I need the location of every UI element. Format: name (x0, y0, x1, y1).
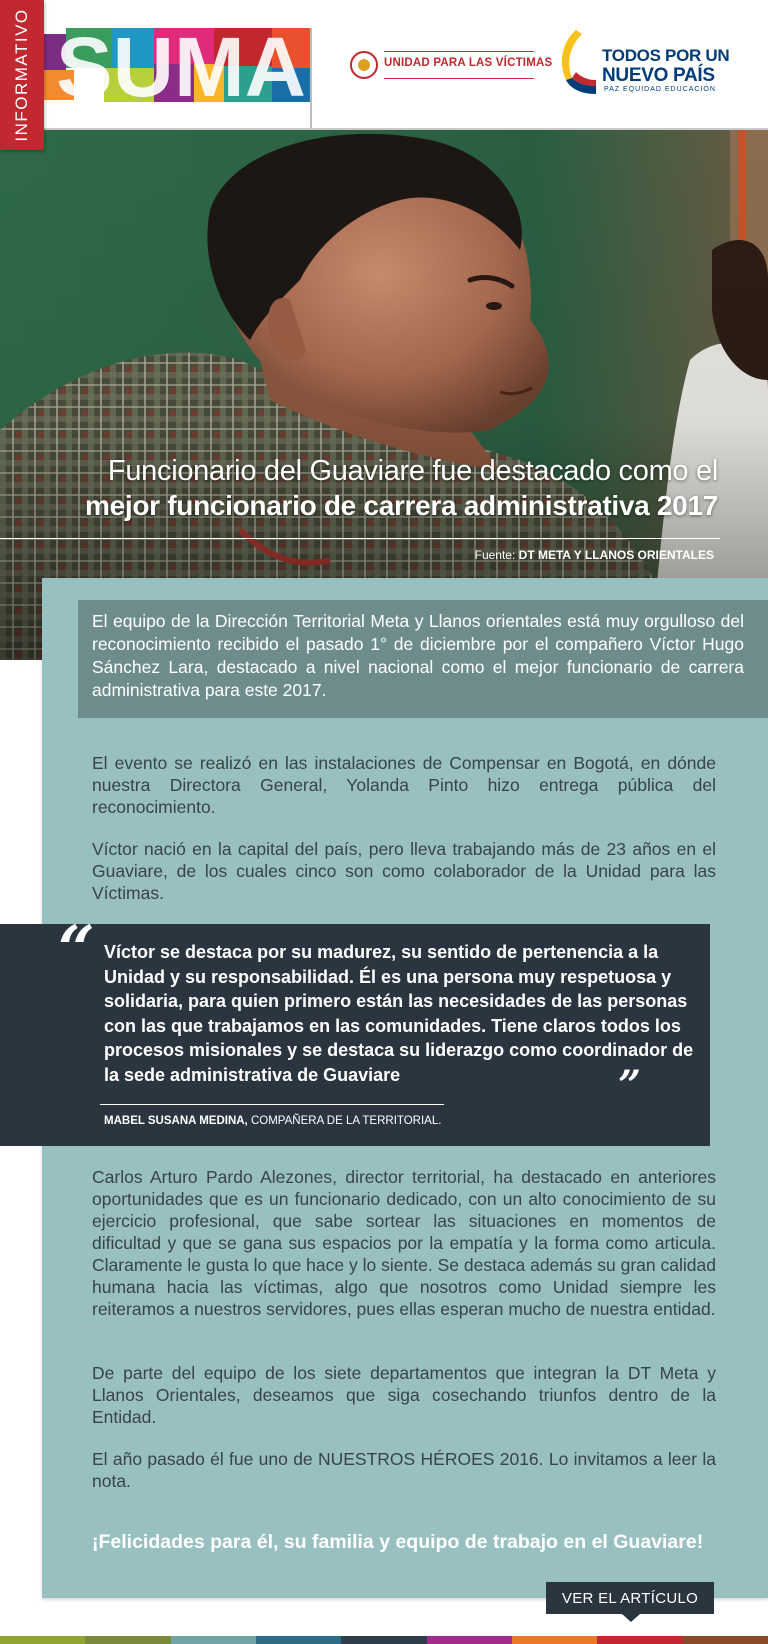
headline-divider (0, 538, 720, 539)
todos-por-un-nuevo-pais-logo (556, 28, 730, 98)
quote-author-name: MABEL SUSANA MEDINA, (104, 1115, 248, 1127)
source-credit (475, 548, 714, 562)
article-paragraph: Carlos Arturo Pardo Alezones, director territorial, ha destacado en anteriores oportunidades que es un funcionario dedicado, con un alto conocimiento de su ejercicio profesional, que sabe sortear las situaciones en momentos de dificultad y que se gana sus espacios por la empatía y la forma como articula. Claramente le gusta lo que hace y lo siente. Se destaca además su gran calidad humana hacia las víctimas, algo que nosotros como Unidad siempre les reiteramos a nuestros servidores, pues ellas esperan mucho de nuestra entidad. (92, 1167, 716, 1319)
color-block (512, 1636, 597, 1644)
logo-line-1: TODOS POR UN (602, 46, 730, 65)
color-block (171, 1636, 256, 1644)
color-block (0, 1636, 85, 1644)
article-paragraph: El año pasado él fue uno de NUESTROS HÉROES 2016. Lo invitamos a leer la nota. (92, 1449, 716, 1491)
color-block (256, 1636, 341, 1644)
unidad-victimas-logo (350, 48, 553, 84)
logo-rule (384, 78, 534, 79)
source-label: Fuente: (474, 548, 516, 562)
logo-line-2: NUEVO PAÍS (602, 65, 715, 86)
flag-swoosh-icon (556, 28, 602, 98)
quote-author-role: COMPAÑERA DE LA TERRITORIAL. (250, 1115, 442, 1127)
headline-line-1: Funcionario del Guaviare fue destacado como el (107, 455, 718, 487)
headline (18, 454, 718, 524)
article-paragraph: El evento se realizó en las instalaciones de Compensar en Bogotá, en dónde nuestra Directora General, Yolanda Pinto hizo entrega pública del reconocimiento. (92, 753, 716, 817)
quote-attribution (104, 1115, 441, 1127)
color-block (683, 1636, 768, 1644)
article-paragraph: Víctor nació en la capital del país, pero lleva trabajando más de 23 años en el Guaviare, de los cuales cinco son como colaborador de la Unidad para las Víctimas. (92, 839, 716, 903)
read-article-button[interactable]: VER EL ARTÍCULO (546, 1582, 714, 1614)
lead-paragraph: El equipo de la Dirección Territorial Meta y Llanos orientales está muy orgulloso del reconocimiento recibido el pasado 1° de diciembre por el compañero Víctor Hugo Sánchez Lara, destacado a nivel nacional como el mejor funcionario de carrera administrativa para este 2017. (78, 600, 768, 718)
color-block (85, 1636, 170, 1644)
suma-logo-text: SUMA (56, 28, 306, 104)
footer-color-strip (0, 1636, 768, 1644)
color-block (341, 1636, 426, 1644)
open-quote-icon: “ (58, 912, 95, 987)
quote-divider (100, 1104, 444, 1105)
close-quote-icon: ” (618, 1062, 642, 1109)
side-tab-label: INFORMATIVO (12, 8, 31, 142)
closing-message: ¡Felicidades para él, su familia y equipo de trabajo en el Guaviare! (92, 1531, 704, 1553)
colombia-seal-icon (350, 51, 378, 79)
newsletter-header (0, 0, 768, 130)
source-value: DT META Y LLANOS ORIENTALES (518, 548, 714, 562)
color-block (597, 1636, 682, 1644)
logo-rule (384, 51, 534, 52)
logo-line-3: PAZ EQUIDAD EDUCACIÓN (604, 86, 716, 93)
color-block (427, 1636, 512, 1644)
headline-line-2: mejor funcionario de carrera administrativa 2017 (85, 490, 718, 521)
section-side-tab (0, 0, 44, 150)
suma-logo (44, 28, 310, 104)
article-paragraph: De parte del equipo de los siete departamentos que integran la DT Meta y Llanos Orientales, deseamos que siga cosechando triunfos dentro de la Entidad. (92, 1363, 716, 1427)
quote-text: Víctor se destaca por su madurez, su sentido de pertenencia a la Unidad y su responsabilidad. Él es una persona muy respetuosa y solidaria, para quien primero están las necesidades de las personas con las que trabajamos en las comunidades. Tiene claros todos los procesos misionales y se destaca su liderazgo como coordinador de la sede administrativa de Guaviare (104, 942, 694, 1085)
unidad-logo-text: UNIDAD PARA LAS VÍCTIMAS (384, 57, 553, 69)
logo-divider (310, 28, 312, 128)
